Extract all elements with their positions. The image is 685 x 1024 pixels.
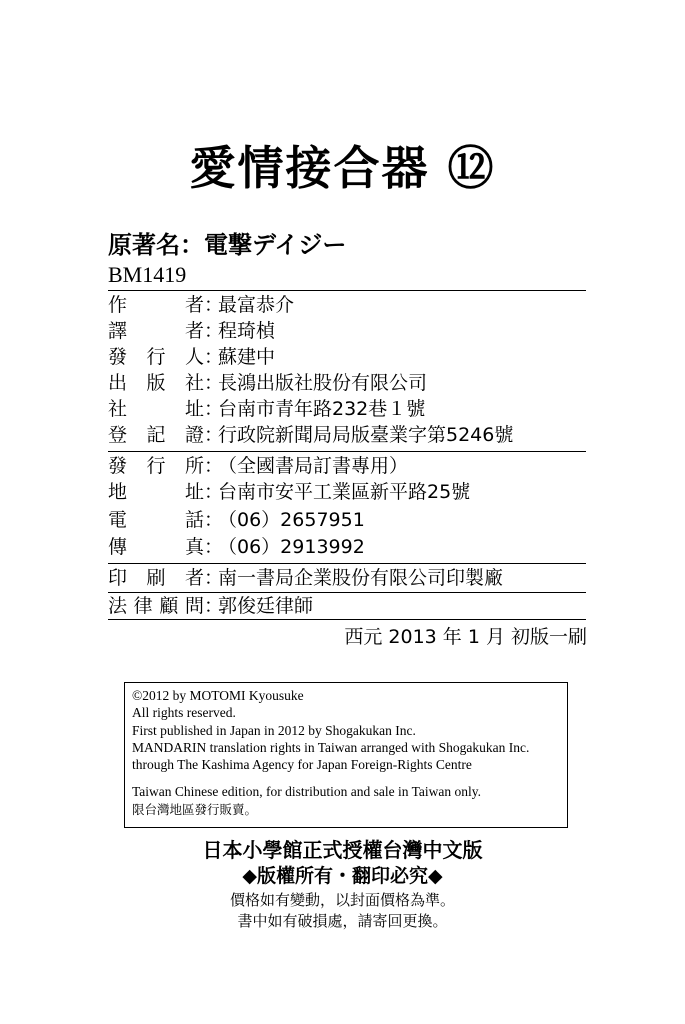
- credit-value: （全國書局訂書專用）: [218, 455, 409, 477]
- credit-row-registration: [108, 423, 588, 447]
- credit-colon: ：: [204, 424, 224, 446]
- credit-colon: ：: [204, 294, 224, 316]
- credit-value: 台南市安平工業區新平路25號: [218, 481, 471, 503]
- credit-value: 程琦楨: [218, 320, 276, 342]
- rights-line: All rights reserved.: [132, 705, 236, 721]
- credit-colon: ：: [204, 320, 224, 342]
- credit-row-legal-counsel: [108, 594, 588, 618]
- credit-value: 郭俊廷律師: [218, 595, 314, 617]
- credit-label: 傳真: [108, 536, 204, 558]
- credit-colon: ：: [204, 595, 224, 617]
- credit-row-fax: [108, 535, 588, 559]
- credit-label: 登記證: [108, 424, 204, 446]
- credit-row-address: [108, 480, 588, 504]
- credit-label: 印刷者: [108, 567, 204, 589]
- book-code: BM1419: [108, 262, 187, 287]
- price-note-text: 價格如有變動，以封面價格為準。: [229, 891, 455, 909]
- distribution-line: Taiwan Chinese edition, for distribution and sale in Taiwan only.: [132, 784, 482, 800]
- credit-colon: ：: [204, 372, 224, 394]
- original-title: 原著名：電撃デイジー: [108, 231, 347, 259]
- credit-label: 譯者: [108, 320, 204, 342]
- credit-row-office-address: [108, 397, 588, 421]
- credit-value: （06）2657951: [218, 509, 365, 531]
- translation-rights-line: MANDARIN translation rights in Taiwan arranged with Shogakukan Inc.: [132, 739, 530, 755]
- credit-value: 長鴻出版社股份有限公司: [218, 372, 428, 394]
- credit-value: 最富恭介: [218, 294, 295, 316]
- credit-row-author: [108, 293, 588, 317]
- credit-row-distributor: [108, 454, 588, 478]
- credit-label: 地址: [108, 481, 204, 503]
- copyright-line: ©2012 by MOTOMI Kyousuke: [132, 688, 304, 703]
- credit-colon: ：: [204, 509, 224, 531]
- credit-value: 行政院新聞局局版臺業字第5246號: [218, 424, 514, 446]
- credit-label: 發行所: [108, 455, 204, 477]
- credit-label: 作者: [108, 294, 204, 316]
- credit-label: 法律顧問: [108, 595, 204, 617]
- book-title: 愛情接合器 ⑫: [189, 141, 496, 195]
- credit-row-printer: [108, 566, 588, 590]
- credit-colon: ：: [204, 567, 224, 589]
- credit-label: 出版社: [108, 372, 204, 394]
- credit-colon: ：: [204, 455, 224, 477]
- credit-colon: ：: [204, 398, 224, 420]
- authorized-edition-text: 日本小學館正式授權台灣中文版: [202, 838, 483, 862]
- taiwan-only-line: 限台灣地區發行販賣。: [132, 801, 258, 817]
- credit-colon: ：: [204, 536, 224, 558]
- credit-value: 南一書局企業股份有限公司印製廠: [218, 567, 504, 589]
- credit-label: 電話: [108, 509, 204, 531]
- spacer: [132, 773, 567, 783]
- divider-bottom: [108, 619, 586, 620]
- first-published-line: First published in Japan in 2012 by Shogakukan Inc.: [132, 722, 416, 738]
- credit-row-phone: [108, 508, 588, 532]
- credit-row-publisher: [108, 371, 588, 395]
- credit-colon: ：: [204, 481, 224, 503]
- credit-label: 發行人: [108, 346, 204, 368]
- divider-middle: [108, 451, 586, 452]
- credit-value: （06）2913992: [218, 536, 365, 558]
- divider-legal: [108, 592, 586, 593]
- edition-date: 西元 2013 年 1 月 初版一刷: [344, 626, 587, 648]
- divider-top: [108, 290, 586, 291]
- credit-colon: ：: [204, 346, 224, 368]
- rights-reserved-text: ◆版權所有・翻印必究◆: [242, 865, 443, 887]
- damage-note-text: 書中如有破損處，請寄回更換。: [237, 912, 448, 930]
- credit-row-publisher-person: [108, 345, 588, 369]
- credit-value: 台南市青年路232巷１號: [218, 398, 426, 420]
- copyright-box: [124, 682, 568, 828]
- divider-lower: [108, 563, 586, 564]
- credit-value: 蘇建中: [218, 346, 276, 368]
- agency-line: through The Kashima Agency for Japan Foreign-Rights Centre: [132, 757, 472, 773]
- credit-row-translator: [108, 319, 588, 343]
- credit-label: 社址: [108, 398, 204, 420]
